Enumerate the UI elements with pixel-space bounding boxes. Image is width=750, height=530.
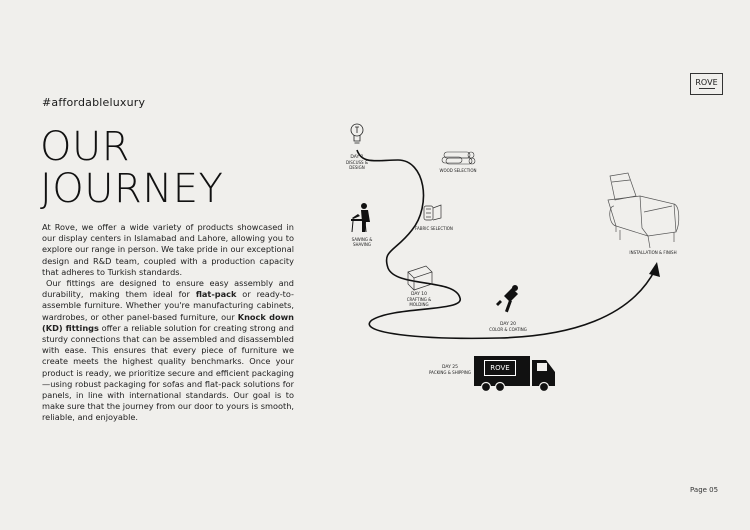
step-text: SAWING & SHAVING bbox=[351, 237, 373, 247]
step-text: DISCUSS & DESIGN bbox=[346, 160, 368, 170]
worker-sawing-icon bbox=[351, 203, 370, 232]
paragraph-intro: At Rove, we offer a wide variety of products showcased in our display centers in Islamabad and Lahore, allowing you to explore our range in person. We take pride in our exceptional design and R&D team, coupled with a production capacity that adheres to Turkish standards. bbox=[42, 222, 294, 277]
armchair-icon bbox=[608, 173, 679, 248]
hashtag: #affordableluxury bbox=[42, 96, 146, 109]
step-text: COLOR & COATING bbox=[489, 327, 527, 332]
truck-logo: ROVE bbox=[484, 360, 516, 376]
step-day1-label bbox=[340, 155, 374, 170]
step-day: DAY 20 bbox=[499, 322, 517, 327]
step-fabric-label bbox=[412, 226, 456, 231]
step-day25-label bbox=[428, 365, 472, 375]
step-finish-label bbox=[628, 250, 678, 255]
page-number: Page 05 bbox=[690, 486, 719, 494]
step-text: CRAFTING & MOLDING bbox=[406, 297, 432, 307]
step-text: INSTALLATION & FINISH bbox=[629, 250, 677, 255]
step-day10-label bbox=[402, 292, 436, 307]
bold-kd-fittings: Knock down (KD) fittings bbox=[42, 311, 295, 333]
step-sawing-label bbox=[348, 237, 376, 247]
step-day: DAY 1 bbox=[350, 155, 364, 160]
step-day: DAY 10 bbox=[410, 292, 428, 297]
panel-icon bbox=[408, 266, 432, 290]
step-text: FABRIC SELECTION bbox=[415, 226, 453, 231]
step-day: DAY 25 bbox=[441, 365, 459, 370]
text-run: Our fittings are designed to ensure easy assembly and durability, making them ideal for bbox=[42, 278, 294, 300]
title-line-2: JOURNEY bbox=[40, 166, 224, 212]
spray-gun-icon bbox=[496, 285, 518, 312]
bold-flat-pack: flat-pack bbox=[195, 289, 237, 300]
arrow-head-icon bbox=[649, 262, 660, 277]
fabric-roll-icon bbox=[424, 205, 441, 220]
step-wood-label bbox=[436, 168, 480, 173]
text-run: offer a reliable solution for creating strong and sturdy connections that can be assembled and disassembled with ease. This ensures that every piece of furniture we create meets the highest quality benchmarks. Once your product is ready, we prioritize secure and efficient packaging—using robust packaging for sofas and flat-pack solutions for panels, in line with international standards. Our goal is to make sure that the journey from our door to yours is smooth, reliable, and enjoyable. bbox=[42, 322, 294, 423]
step-text: PACKING & SHIPPING bbox=[429, 370, 471, 375]
logs-icon bbox=[442, 152, 475, 164]
step-text: WOOD SELECTION bbox=[439, 168, 477, 173]
logo-text: ROVE bbox=[695, 78, 718, 87]
text-run: or ready-to-assemble furniture. Whether you're manufacturing cabinets, wardrobes, or other panel-based furniture, our bbox=[42, 289, 294, 322]
lightbulb-icon bbox=[351, 124, 363, 143]
step-day20-label bbox=[488, 322, 528, 332]
title-line-1: OUR bbox=[40, 124, 131, 170]
